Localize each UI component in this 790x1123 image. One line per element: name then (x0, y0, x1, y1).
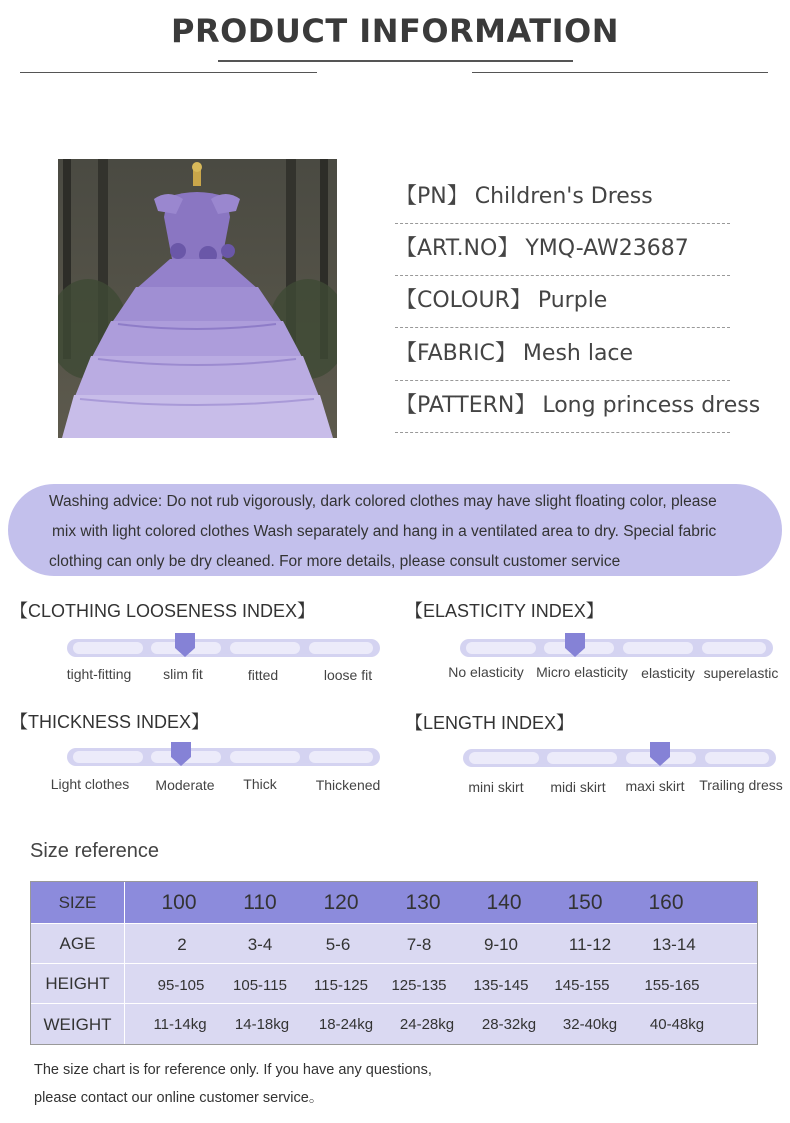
length-label: Trailing dress (699, 777, 783, 793)
info-row-pn (395, 171, 730, 224)
height-cell: 145-155 (554, 977, 610, 994)
elasticity-marker-icon (565, 633, 585, 657)
looseness-marker-icon (175, 633, 195, 657)
size-reference-title: Size reference (30, 840, 159, 862)
slider-segment (230, 642, 300, 654)
slider-segment (309, 642, 373, 654)
washing-advice (8, 484, 782, 576)
weight-cell: 11-14kg (153, 1016, 207, 1033)
length-label: midi skirt (550, 779, 606, 795)
washing-line-3: clothing can only be dry cleaned. For more details, please consult customer service (49, 553, 621, 570)
thickness-label: Moderate (155, 777, 215, 793)
age-cell: 5-6 (325, 935, 351, 954)
weight-cell: 14-18kg (234, 1016, 290, 1033)
slider-segment (309, 751, 373, 763)
slider-segment (73, 751, 143, 763)
size-cell: 160 (648, 891, 684, 914)
age-cell: 13-14 (652, 935, 696, 954)
elasticity-label: No elasticity (448, 664, 524, 680)
looseness-label: loose fit (323, 667, 373, 683)
info-value-colour: Purple (537, 288, 608, 313)
slider-segment (705, 752, 769, 764)
slider-segment (623, 642, 693, 654)
size-cell: 100 (161, 891, 197, 914)
size-cell: 120 (323, 891, 359, 914)
length-marker-icon (650, 742, 670, 766)
weight-cell: 18-24kg (318, 1016, 374, 1033)
weight-cell: 24-28kg (399, 1016, 455, 1033)
divider-right (472, 72, 768, 73)
size-note-line-2: please contact our online customer service。 (34, 1090, 324, 1106)
thickness-label: Thickened (315, 777, 381, 793)
info-row-colour (395, 275, 730, 328)
length-label: mini skirt (468, 779, 524, 795)
length-slider (463, 749, 776, 767)
size-cell: 110 (243, 891, 277, 914)
title-underline (218, 60, 573, 62)
info-key-art-no: 【ART.NO】 (395, 236, 520, 261)
row-header-size: SIZE (58, 893, 97, 912)
slider-segment (469, 752, 539, 764)
thickness-marker-icon (171, 742, 191, 766)
slider-segment (73, 642, 143, 654)
info-key-pattern: 【PATTERN】 (395, 393, 537, 418)
elasticity-index-title: 【ELASTICITY INDEX】 (405, 601, 604, 621)
info-value-pattern: Long princess dress (542, 393, 761, 418)
slider-segment (702, 642, 766, 654)
row-divider (31, 923, 757, 924)
height-cell: 105-115 (233, 977, 287, 994)
page-title: PRODUCT INFORMATION (170, 12, 620, 50)
row-header-age: AGE (59, 934, 96, 953)
washing-line-1: Washing advice: Do not rub vigorously, dark colored clothes may have slight floating color, please (49, 493, 717, 510)
washing-line-2: mix with light colored clothes Wash separately and hang in a ventilated area to dry. Special fabric (52, 523, 717, 540)
thickness-index-title: 【THICKNESS INDEX】 (10, 712, 210, 732)
info-key-fabric: 【FABRIC】 (395, 341, 517, 366)
height-cell: 115-125 (314, 977, 368, 994)
height-cell: 135-145 (473, 977, 529, 994)
weight-cell: 32-40kg (562, 1016, 618, 1033)
divider-left (20, 72, 317, 73)
elasticity-label: Micro elasticity (536, 664, 628, 680)
row-header-height: HEIGHT (45, 974, 110, 993)
length-index-title: 【LENGTH INDEX】 (405, 713, 575, 733)
height-cell: 155-165 (644, 977, 700, 994)
info-key-colour: 【COLOUR】 (395, 288, 532, 313)
looseness-index-title: 【CLOTHING LOOSENESS INDEX】 (10, 601, 316, 621)
age-cell: 11-12 (568, 935, 612, 954)
elasticity-label: elasticity (641, 665, 695, 681)
row-divider (31, 963, 757, 964)
size-note-line-1: The size chart is for reference only. If you have any questions, (34, 1062, 432, 1078)
thickness-slider (67, 748, 380, 766)
info-value-pn: Children's Dress (474, 184, 653, 209)
looseness-label: tight-fitting (66, 666, 132, 682)
col-divider (124, 882, 125, 1044)
age-cell: 3-4 (247, 935, 273, 954)
row-divider (31, 1003, 757, 1004)
slider-segment (466, 642, 536, 654)
elasticity-label: superelastic (703, 665, 779, 681)
looseness-slider (67, 639, 380, 657)
age-cell: 7-8 (406, 935, 432, 954)
size-table (30, 881, 758, 1045)
size-cell: 140 (486, 891, 522, 914)
looseness-label: fitted (247, 667, 279, 683)
product-photo (58, 159, 337, 438)
info-row-pattern (395, 380, 761, 433)
weight-cell: 40-48kg (649, 1016, 705, 1033)
age-cell: 9-10 (483, 935, 519, 954)
size-cell: 150 (567, 891, 603, 914)
slider-segment (547, 752, 617, 764)
height-cell: 95-105 (157, 977, 205, 994)
info-row-art-no (395, 223, 730, 276)
row-header-weight: WEIGHT (43, 1015, 112, 1034)
dress-illustration (58, 159, 337, 438)
info-value-fabric: Mesh lace (522, 341, 634, 366)
height-cell: 125-135 (391, 977, 447, 994)
weight-cell: 28-32kg (481, 1016, 537, 1033)
length-label: maxi skirt (625, 778, 685, 794)
slider-segment (230, 751, 300, 763)
info-row-fabric (395, 328, 730, 381)
info-value-art-no: YMQ-AW23687 (525, 236, 689, 261)
looseness-label: slim fit (163, 666, 203, 682)
thickness-label: Light clothes (50, 776, 130, 792)
info-key-pn: 【PN】 (395, 184, 469, 209)
size-cell: 130 (405, 891, 441, 914)
thickness-label: Thick (243, 776, 277, 792)
elasticity-slider (460, 639, 773, 657)
age-cell: 2 (177, 935, 187, 954)
